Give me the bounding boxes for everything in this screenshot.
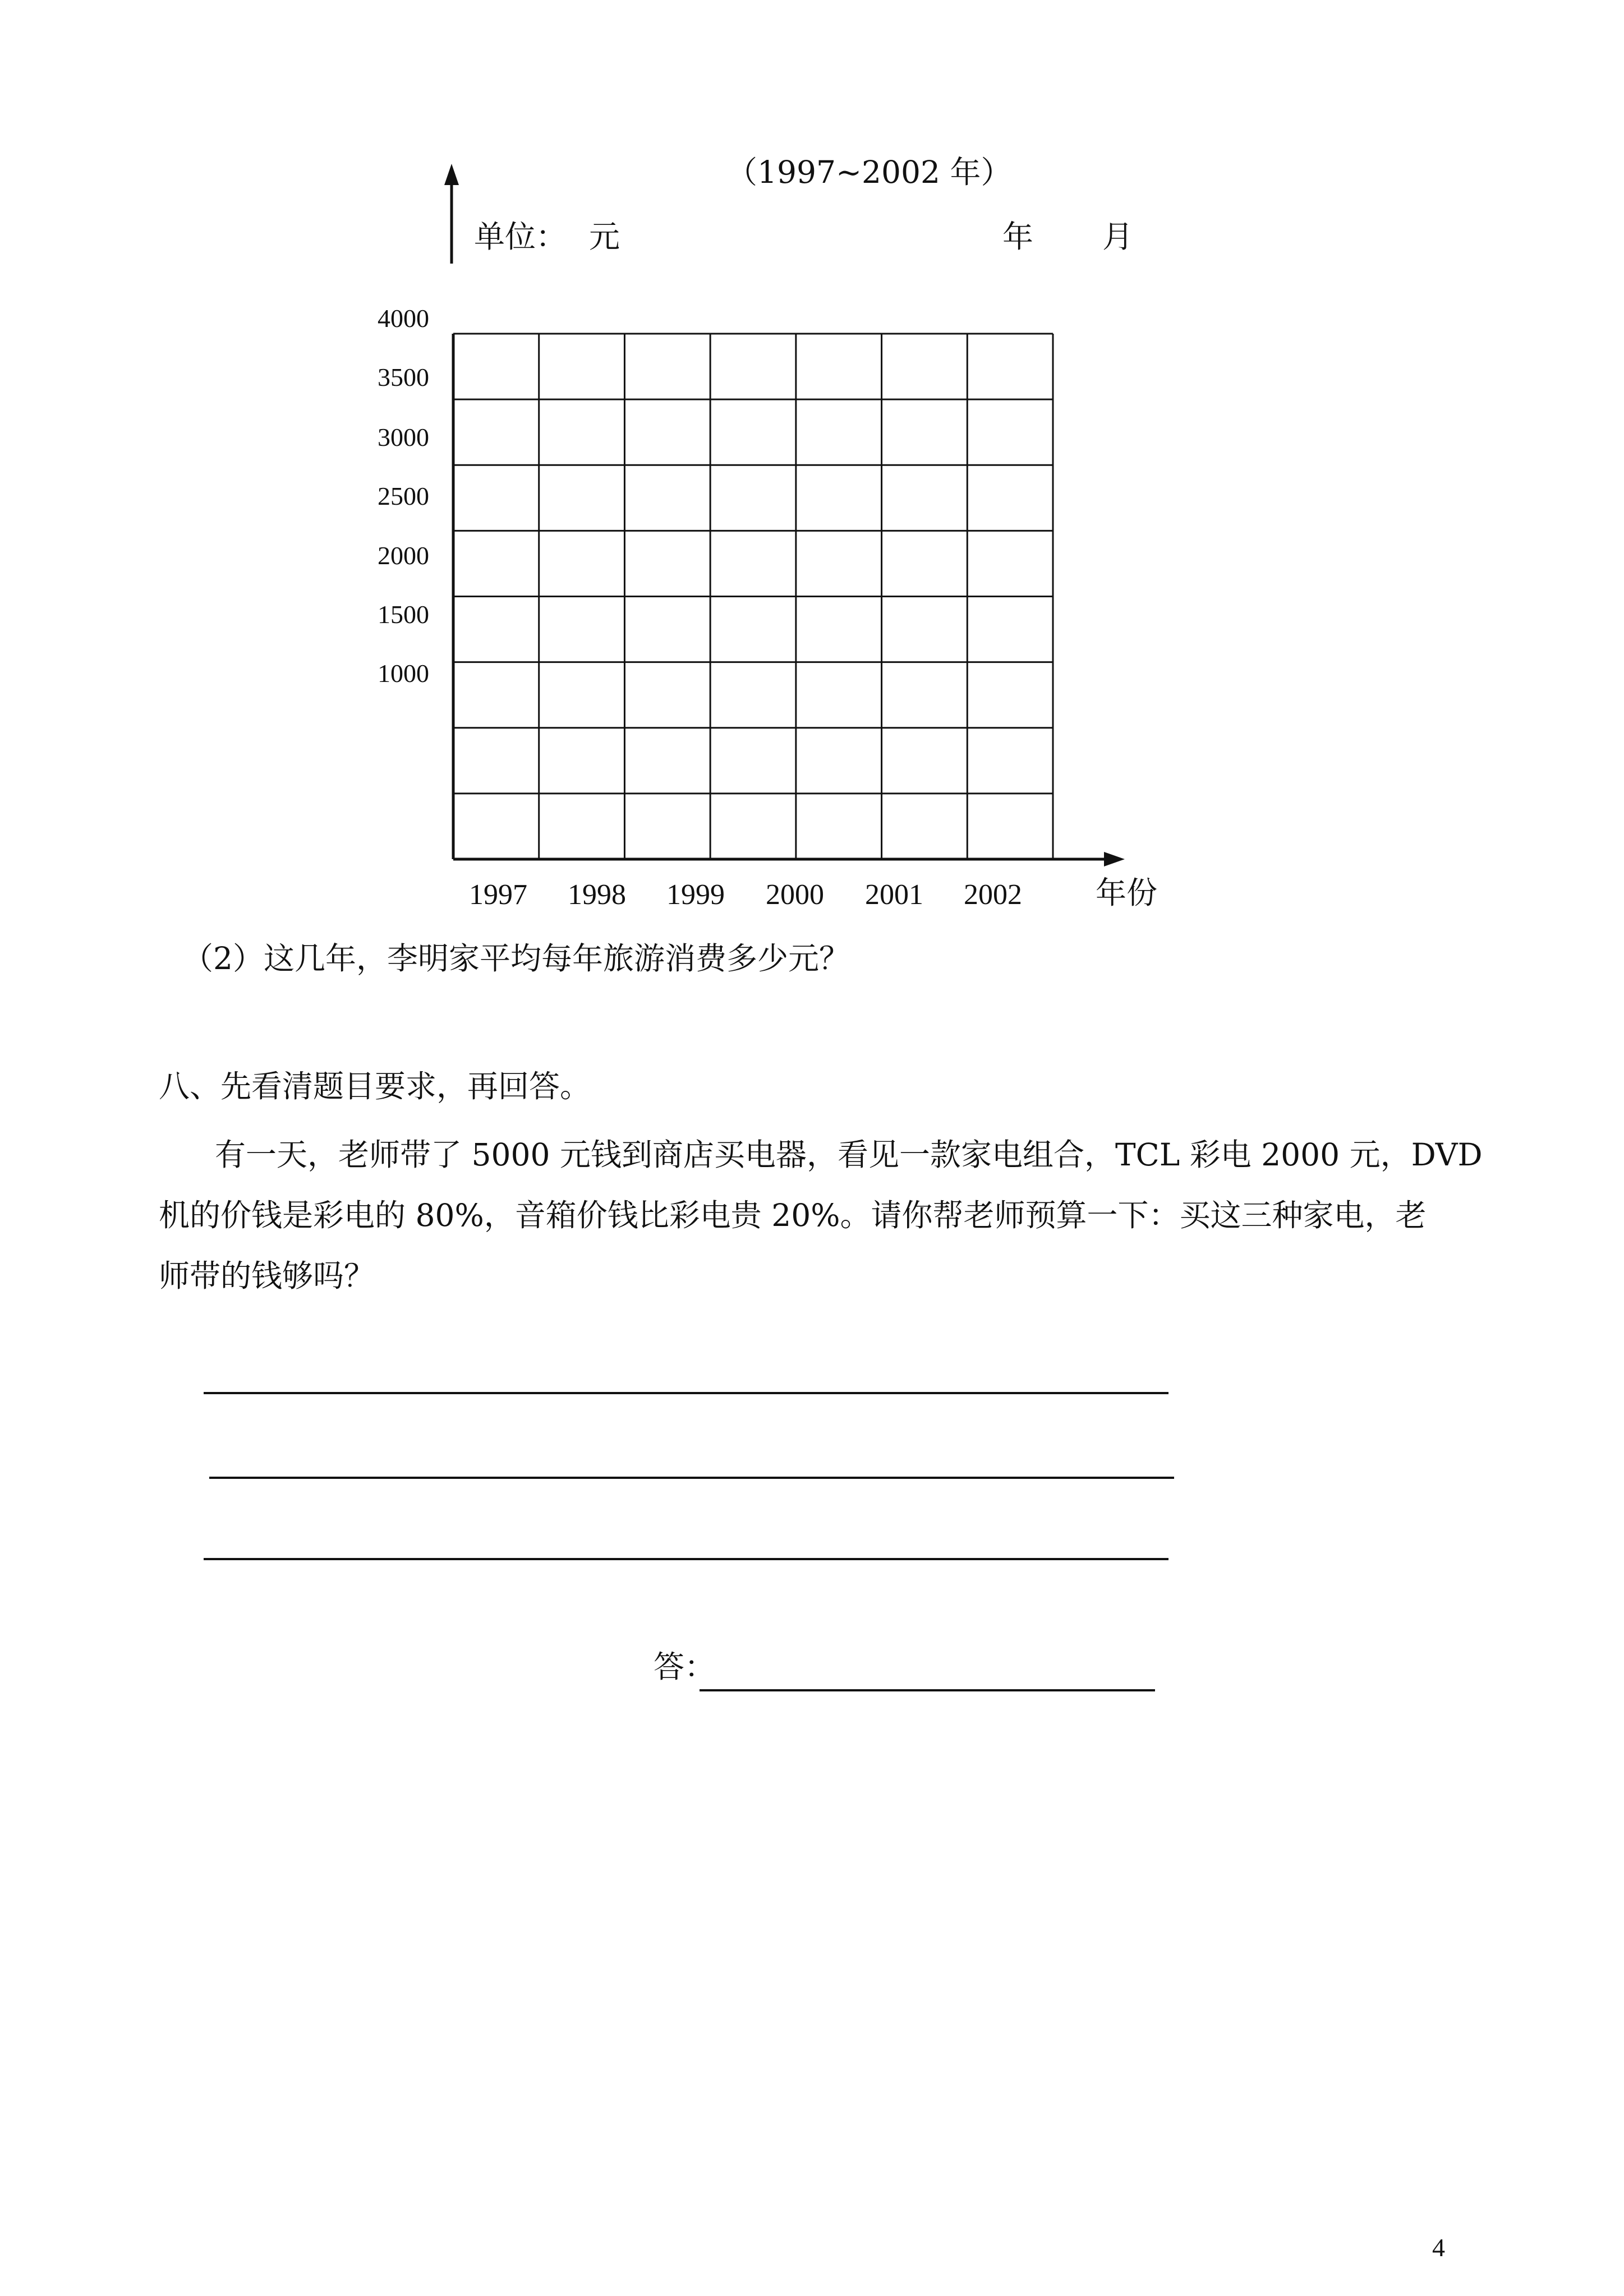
y-tick-label: 4000: [378, 304, 429, 333]
question-2: （2）这几年，李明家平均每年旅游消费多少元？: [182, 940, 850, 976]
year-blank-label: 年: [1002, 219, 1034, 255]
y-tick-label: 3000: [378, 423, 429, 451]
answer-line-3[interactable]: [204, 1558, 1168, 1560]
section-8-line-3: 师带的钱够吗？: [159, 1258, 375, 1294]
month-blank-label: 月: [1102, 219, 1134, 255]
x-tick-label: 1999: [666, 879, 725, 911]
unit-label: 单位：: [474, 219, 567, 255]
answer-line-1[interactable]: [204, 1392, 1168, 1394]
page-number: 4: [1432, 2233, 1445, 2262]
section-8-heading: 八、先看清题目要求，再回答。: [159, 1068, 591, 1104]
y-tick-label: 3500: [378, 363, 429, 391]
x-tick-label: 2001: [865, 879, 923, 911]
y-tick-label: 1000: [378, 659, 429, 688]
line-chart-grid: [0, 0, 1624, 953]
y-tick-label: 1500: [378, 600, 429, 629]
y-tick-label: 2000: [378, 541, 429, 570]
x-axis-arrowhead: [1104, 852, 1125, 866]
y-tick-label: 2500: [378, 482, 429, 510]
x-tick-label: 2000: [766, 879, 824, 911]
answer-line-2[interactable]: [209, 1477, 1174, 1479]
answer-label: 答：: [654, 1649, 716, 1685]
section-8-line-2: 机的价钱是彩电的 80%，音箱价钱比彩电贵 20%。请你帮老师预算一下：买这三种家电，老: [159, 1197, 1427, 1233]
y-axis-arrowhead: [444, 164, 459, 185]
x-tick-label: 1998: [568, 879, 626, 911]
answer-blank[interactable]: [700, 1689, 1155, 1691]
section-8-line-1: 有一天，老师带了 5000 元钱到商店买电器，看见一款家电组合，TCL 彩电 2000 元，DVD: [215, 1137, 1483, 1173]
chart-grid: [453, 334, 1053, 859]
unit-value: 元: [589, 219, 620, 255]
x-tick-label: 1997: [469, 879, 527, 911]
chart-subtitle: （1997~2002 年）: [726, 154, 1012, 190]
x-axis-label: 年份: [1096, 875, 1158, 911]
x-tick-label: 2002: [964, 879, 1022, 911]
